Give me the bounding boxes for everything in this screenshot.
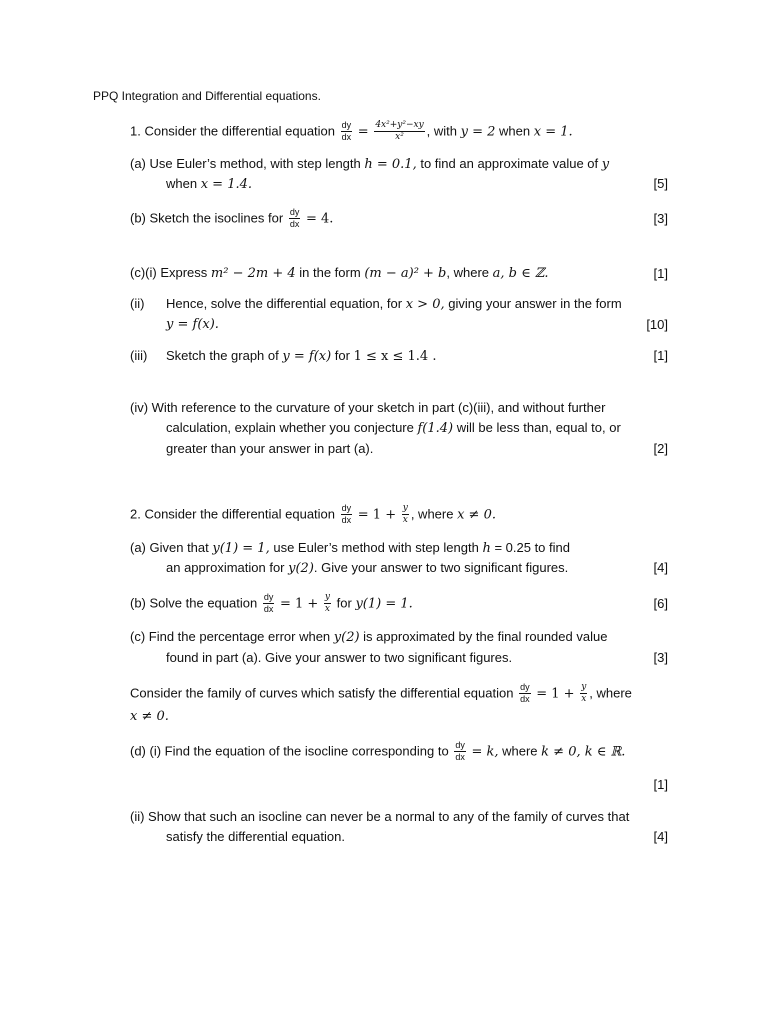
q2-family-text: Consider the family of curves which satisfy the differential equation [130, 685, 514, 701]
q2di-marks: [1] [653, 777, 668, 792]
q2b-for: for [336, 595, 352, 611]
q2b-initial-condition: y(1) = 1. [355, 596, 413, 612]
q2dii-line2: satisfy the differential equation. [166, 829, 345, 844]
fraction-numerator: y [324, 593, 331, 604]
q1b-dydx-fraction [289, 208, 301, 230]
q2-family-line1 [130, 683, 632, 705]
fraction-denominator: x [581, 694, 587, 705]
q2a-line2 [166, 561, 568, 575]
q2-intro-where: , where [410, 506, 454, 522]
q1ci-quadratic: m² − 2m + 4 [210, 266, 296, 281]
q2-intro-text: 2. Consider the differential equation [130, 506, 336, 522]
q1cii-marks: [10] [646, 317, 668, 332]
q2-family-dydx-fraction [519, 683, 531, 705]
q2a-h-symbol: h [482, 541, 491, 556]
q2di-where: where [502, 743, 538, 759]
fraction-numerator: 4x²+y²−xy [374, 121, 424, 132]
q1civ-text-post: will be less than, equal to, or [456, 420, 621, 435]
q2c-text-post: is approximated by the final rounded value [363, 629, 608, 644]
q2-dydx-fraction [341, 504, 353, 526]
q2c-marks: [3] [653, 650, 668, 665]
q2di-equals-k: = k, [471, 744, 499, 760]
q2b-y-over-x [324, 593, 331, 615]
q1civ-line3: greater than your answer in part (a). [166, 441, 374, 456]
q1-rhs-fraction [374, 121, 424, 143]
q1cii-condition: x > 0, [405, 297, 445, 312]
q2dii-marks: [4] [653, 829, 668, 844]
q2-family-equals-one-plus: = 1 + [536, 686, 575, 702]
q2c-y2: y(2) [333, 630, 360, 645]
q1b-marks: [3] [653, 211, 668, 226]
page-title: PPQ Integration and Differential equations. [93, 89, 321, 103]
q2di-k-condition: k ≠ 0, k ∈ ℝ. [541, 744, 626, 760]
q1ci-in-the-form: in the form [299, 265, 361, 280]
q1ciii-num: (iii) [130, 348, 148, 363]
fraction-denominator: dx [263, 604, 274, 615]
q1ciii-line [166, 349, 436, 363]
fraction-denominator: dx [289, 219, 300, 230]
fraction-numerator: dy [341, 121, 353, 132]
q1civ-text: calculation, explain whether you conjecture [166, 420, 414, 435]
q2di-line [130, 741, 625, 763]
q1-initial-x: x = 1. [533, 124, 573, 140]
q1-dydx-fraction [341, 121, 353, 143]
q1b-text: (b) Sketch the isoclines for [130, 210, 284, 226]
q1ciii-text: Sketch the graph of [166, 348, 279, 363]
q2di-text: (d) (i) Find the equation of the isocline corresponding to [130, 743, 449, 759]
q1ci-line [130, 266, 549, 280]
q1cii-num: (ii) [130, 296, 145, 311]
q2b-line [130, 593, 413, 615]
q1-intro-text: 1. Consider the differential equation [130, 123, 336, 139]
q1a-line1 [130, 157, 609, 171]
q2-family-where: , where [589, 685, 632, 701]
fraction-denominator: dx [341, 132, 352, 143]
fraction-numerator: dy [263, 593, 275, 604]
q2a-marks: [4] [653, 560, 668, 575]
q1cii-line1 [166, 297, 622, 311]
q1a-marks: [5] [653, 176, 668, 191]
q2a-approx-text: an approximation for [166, 560, 285, 575]
q1a-text: (a) Use Euler’s method, with step length [130, 156, 361, 171]
fraction-denominator: dx [520, 694, 530, 705]
q1ciii-function: y = f(x) [282, 349, 332, 364]
q2a-step-value: = 0.25 to find [494, 540, 570, 555]
q1ci-where: , where [446, 265, 490, 280]
q1ci-completed-square: (m − a)² + b [364, 266, 447, 281]
fraction-numerator: y [580, 683, 587, 694]
q1-intro-when: when [499, 123, 531, 139]
fraction-denominator: x² [395, 132, 404, 143]
q2c-line1 [130, 630, 607, 644]
q2a-text: (a) Given that [130, 540, 209, 555]
q1ciii-range: 1 ≤ x ≤ 1.4 . [353, 349, 437, 364]
q1a-when: when [166, 176, 198, 191]
fraction-denominator: dx [341, 515, 352, 526]
fraction-numerator: dy [454, 741, 466, 752]
fraction-numerator: y [402, 504, 409, 515]
q1cii-text-post: giving your answer in the form [448, 296, 622, 311]
fraction-numerator: dy [341, 504, 353, 515]
q1ciii-for: for [334, 348, 350, 363]
q1-intro-with: , with [426, 123, 458, 139]
q2b-equals-one-plus: = 1 + [279, 596, 319, 612]
q2a-y2: y(2) [288, 561, 314, 576]
q2b-marks: [6] [653, 596, 668, 611]
q1a-x-value: x = 1.4. [200, 177, 252, 192]
q1a-text-post: to find an approximate value of [420, 156, 599, 171]
fraction-denominator: x [402, 515, 408, 526]
q2c-line2: found in part (a). Give your answer to two significant figures. [166, 650, 513, 665]
q2b-dydx-fraction [263, 593, 275, 615]
q1cii-text: Hence, solve the differential equation, for [166, 296, 403, 311]
q2dii-line1: (ii) Show that such an isocline can never be a normal to any of the family of curves that [130, 809, 630, 824]
q2-intro [130, 504, 496, 526]
q1-intro: 1. Consider the differential equation $\frac{dy}{dx}$ = $\frac{\text{4x²+y²−xy}}{\text{x²}}$ , with y = 2 when x = 1. [130, 120, 573, 143]
q1a-y-symbol: y [601, 157, 610, 172]
q2a-line1 [130, 541, 570, 555]
q2-family-condition: x ≠ 0. [130, 709, 169, 724]
q1a-line2 [166, 177, 252, 191]
q1cii-form: y = f(x). [166, 317, 219, 332]
q2-family-y-over-x [580, 683, 587, 705]
q1civ-line2 [166, 421, 621, 435]
q1b-line [130, 208, 333, 230]
q1ci-integer-set: a, b ∈ ℤ. [492, 266, 549, 281]
q1-initial-y: y = 2 [460, 124, 496, 140]
q2a-initial-condition: y(1) = 1, [212, 541, 270, 556]
q1ci-marks: [1] [653, 266, 668, 281]
q2-y-over-x [402, 504, 409, 526]
q1b-equals-four: = 4. [305, 211, 334, 227]
fraction-denominator: x [324, 604, 330, 615]
fraction-numerator: dy [289, 208, 301, 219]
q1ci-text: (c)(i) Express [130, 265, 208, 280]
q2-condition: x ≠ 0. [457, 507, 496, 523]
q1civ-line1: (iv) With reference to the curvature of your sketch in part (c)(iii), and without further [130, 400, 606, 415]
q2b-text: (b) Solve the equation [130, 595, 258, 611]
q1civ-marks: [2] [653, 441, 668, 456]
q1ciii-marks: [1] [653, 348, 668, 363]
q2di-dydx-fraction [454, 741, 466, 763]
q2a-text-post: use Euler’s method with step length [273, 540, 479, 555]
q1a-step-length: h = 0.1, [364, 157, 417, 172]
q2c-text: (c) Find the percentage error when [130, 629, 331, 644]
q2a-sig-figs-text: . Give your answer to two significant figures. [313, 560, 569, 575]
q1civ-f-value: f(1.4) [417, 421, 454, 436]
fraction-denominator: dx [455, 752, 465, 763]
fraction-numerator: dy [519, 683, 531, 694]
q2-equals-one-plus: = 1 + [357, 507, 397, 523]
